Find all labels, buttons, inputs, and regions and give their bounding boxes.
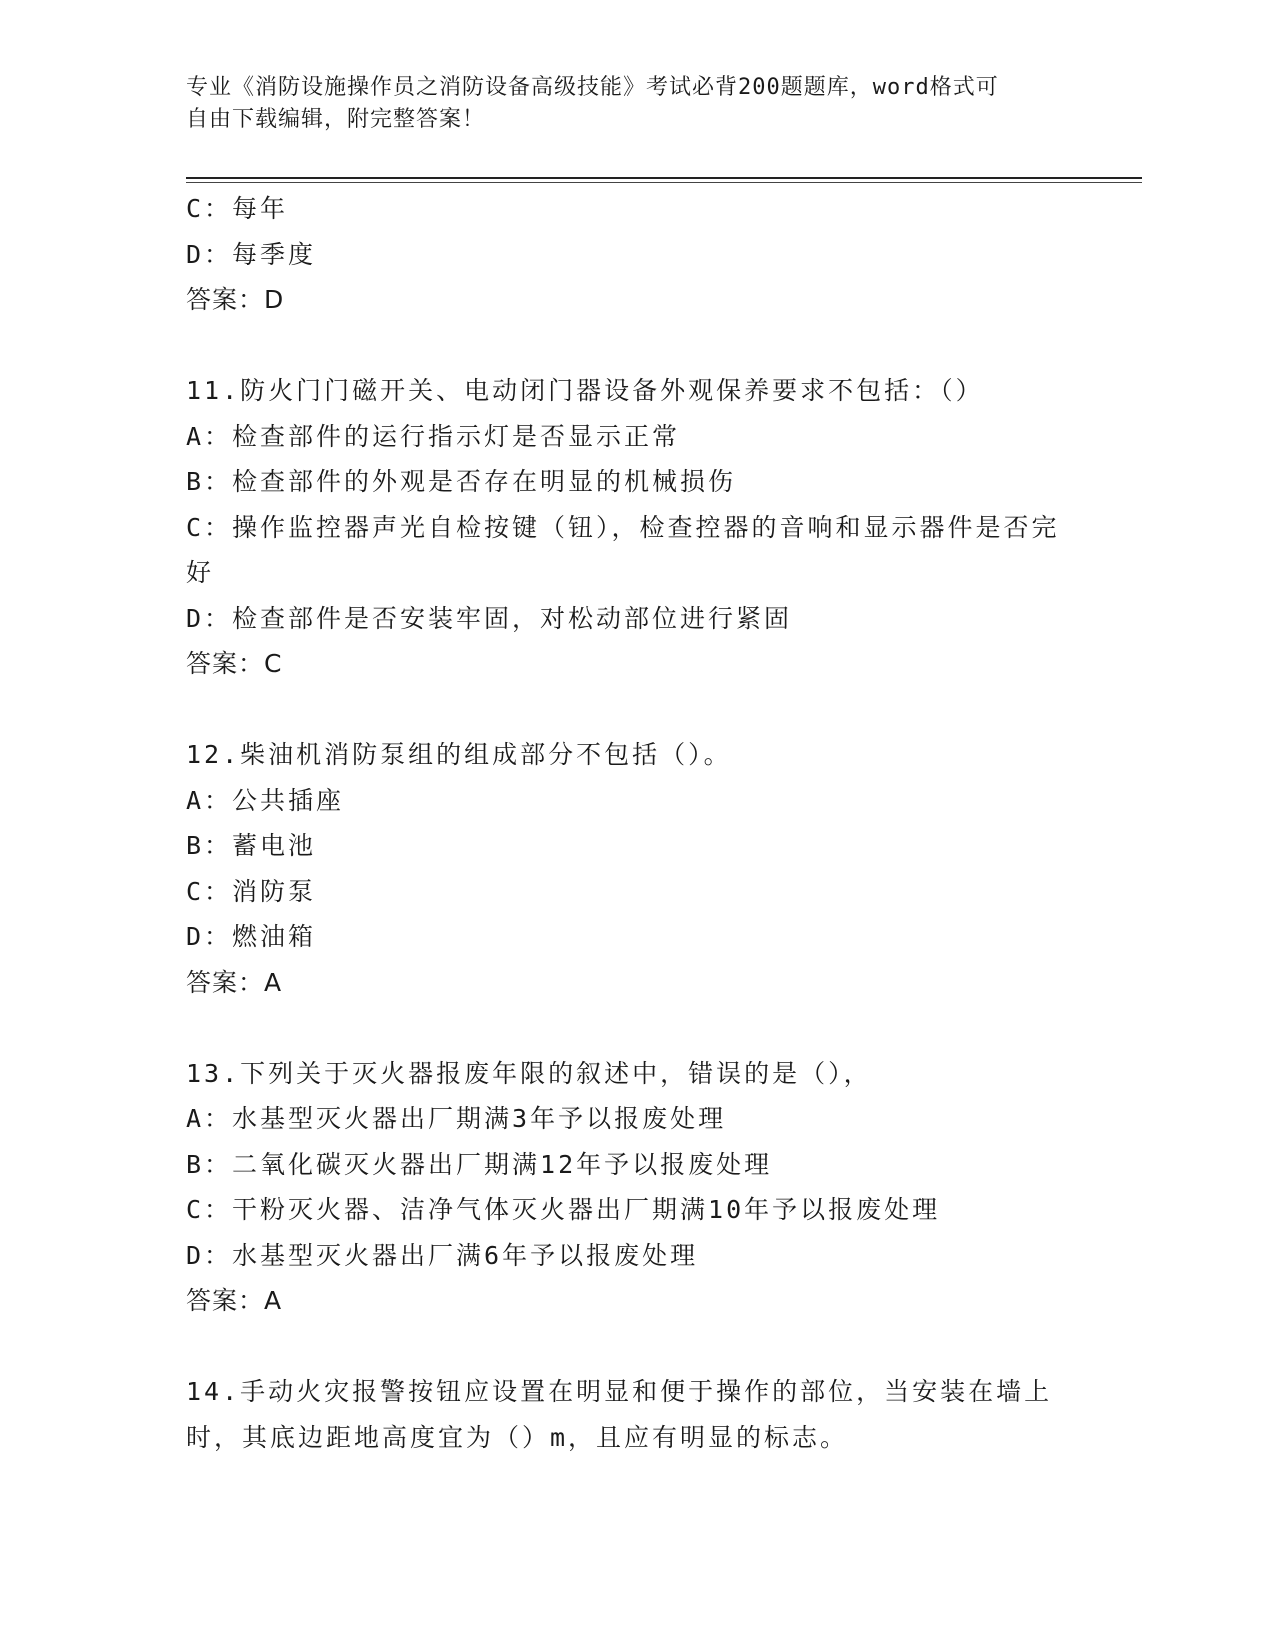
answer-line: 答案：D bbox=[186, 285, 285, 314]
answer-line: 答案：A bbox=[186, 967, 283, 997]
answer-line: 答案：C bbox=[186, 649, 283, 678]
question-stem: 13.下列关于灭火器报废年限的叙述中，错误的是（）， bbox=[186, 1058, 872, 1088]
question-stem: 12.柴油机消防泵组的组成部分不包括（）。 bbox=[186, 740, 732, 769]
carryover-question bbox=[186, 186, 1066, 323]
question-list bbox=[186, 186, 1066, 1460]
question-12 bbox=[186, 732, 1066, 1005]
option-a: A：检查部件的运行指示灯是否显示正常 bbox=[186, 421, 681, 451]
option-d: D：检查部件是否安装牢固，对松动部位进行紧固 bbox=[186, 603, 793, 633]
question-11 bbox=[186, 368, 1066, 687]
spacer bbox=[186, 687, 1066, 733]
option-d: D：每季度 bbox=[186, 239, 317, 269]
header-divider-thin bbox=[186, 182, 1142, 183]
option-b: B：二氧化碳灭火器出厂期满12年予以报废处理 bbox=[186, 1149, 773, 1179]
option-c: C：干粉灭火器、洁净气体灭火器出厂期满10年予以报废处理 bbox=[186, 1195, 941, 1224]
option-c: C：每年 bbox=[186, 194, 289, 223]
header-line-1: 专业《消防设施操作员之消防设备高级技能》考试必背200题题库，word格式可 bbox=[186, 75, 999, 100]
spacer bbox=[186, 1005, 1066, 1051]
header-line-2: 自由下载编辑，附完整答案！ bbox=[186, 107, 486, 132]
question-stem: 11.防火门门磁开关、电动闭门器设备外观保养要求不包括：（） bbox=[186, 376, 984, 405]
option-d: D：水基型灭火器出厂满6年予以报废处理 bbox=[186, 1240, 699, 1270]
question-stem: 14.手动火灾报警按钮应设置在明显和便于操作的部位，当安装在墙上时，其底边距地高度宜为（）m，且应有明显的标志。 bbox=[186, 1377, 1053, 1452]
option-c: C：操作监控器声光自检按键（钮），检查控器的音响和显示器件是否完好 bbox=[186, 512, 1060, 587]
option-a: A：水基型灭火器出厂期满3年予以报废处理 bbox=[186, 1104, 727, 1133]
document-header bbox=[186, 72, 1066, 136]
option-d: D：燃油箱 bbox=[186, 922, 317, 951]
spacer bbox=[186, 1324, 1066, 1370]
spacer bbox=[186, 323, 1066, 369]
answer-line: 答案：A bbox=[186, 1286, 283, 1315]
option-a: A：公共插座 bbox=[186, 785, 345, 815]
option-b: B：检查部件的外观是否存在明显的机械损伤 bbox=[186, 467, 737, 496]
question-13 bbox=[186, 1051, 1066, 1324]
header-divider-thick bbox=[186, 177, 1142, 179]
option-c: C：消防泵 bbox=[186, 876, 317, 906]
option-b: B：蓄电池 bbox=[186, 831, 317, 860]
question-14 bbox=[186, 1369, 1066, 1460]
